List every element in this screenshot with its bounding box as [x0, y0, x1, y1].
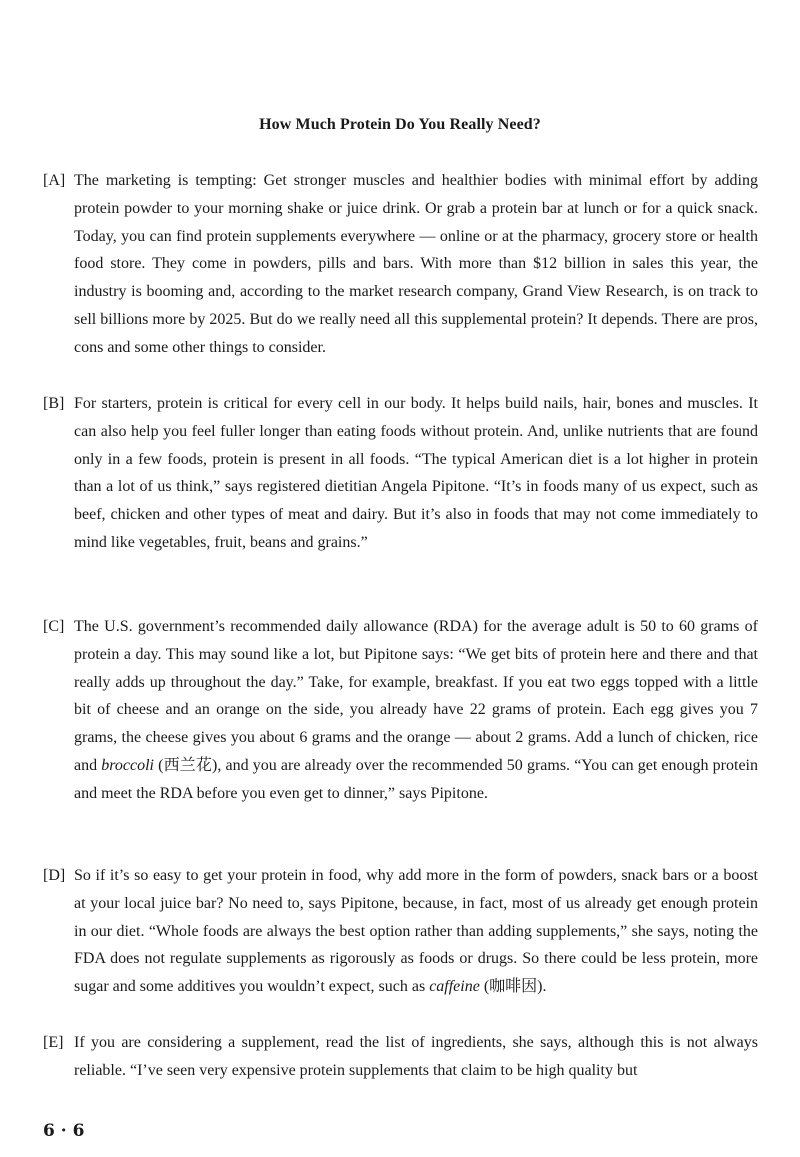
paragraph-text-continued: . [542, 978, 547, 996]
chinese-gloss: (西兰花) [153, 756, 218, 774]
paragraph-label: [B] [43, 395, 65, 412]
paragraph-text: If you are considering a supplement, read the list of ingredients, she says, although this is not always reliable. “I’ve seen very expensive protein supplements that claim to be high quality but [74, 1034, 758, 1079]
paragraph-text: The U.S. government’s recommended daily allowance (RDA) for the average adult is 50 to 60 grams of protein a day. This may sound like a lot, but Pipitone says: “We get bits of protein here and there and that really adds up throughout the day.” Take, for example, breakfast. If you eat two eggs topped with a little bit of cheese and an orange on the side, you already have 22 grams of protein. Each egg gives you 7 grams, the cheese gives you about 6 grams and the orange — about 2 grams. Add a lunch of chicken, rice and [74, 618, 758, 774]
paragraph-label: [E] [43, 1034, 64, 1051]
paragraph-text: For starters, protein is critical for every cell in our body. It helps build nails, hair, bones and muscles. It can also help you feel fuller longer than eating foods without protein. And, unlike nutrients that are found only in a few foods, protein is present in all foods. “The typical American diet is a lot higher in protein than a lot of us think,” says registered dietitian Angela Pipitone. “It’s in foods many of us expect, such as beef, chicken and other types of meat and dairy. But it’s also in foods that may not come immediately to mind like vegetables, fruit, beans and grains.” [74, 395, 758, 551]
paragraph-text: The marketing is tempting: Get stronger muscles and healthier bodies with minimal effort by adding protein powder to your morning shake or juice drink. Or grab a protein bar at lunch or for a quick snack. Today, you can find protein supplements everywhere — online or at the pharmacy, grocery store or health food store. They come in powders, pills and bars. With more than $12 billion in sales this year, the industry is booming and, according to the market research company, Grand View Research, is on track to sell billions more by 2025. But do we really need all this supplemental protein? It depends. There are pros, cons and some other things to consider. [74, 172, 758, 356]
paragraph-b [43, 390, 758, 557]
paragraph-c [43, 613, 758, 808]
paragraph-label: [D] [43, 867, 66, 884]
italic-term: broccoli [101, 756, 154, 774]
paragraph-text: So if it’s so easy to get your protein in food, why add more in the form of powders, snack bars or a boost at your local juice bar? No need to, says Pipitone, because, in fact, most of us already get enough protein in our diet. “Whole foods are always the best option rather than adding supplements,” she says, noting the FDA does not regulate supplements as rigorously as foods or drugs. So there could be less protein, more sugar and some additives you wouldn’t expect, such as [74, 867, 758, 996]
page-number: 6 · 6 [43, 1121, 85, 1141]
paragraph-label: [C] [43, 618, 65, 635]
paragraph-label: [A] [43, 172, 66, 189]
paragraph-a [43, 167, 758, 362]
paragraph-d [43, 862, 758, 1001]
italic-term: caffeine [429, 978, 480, 996]
chinese-gloss: (咖啡因) [479, 978, 543, 996]
paragraph-e [43, 1029, 758, 1084]
paragraph-text-continued: , and you are already over the recommended 50 grams. “You can get enough protein and meet the RDA before you even get to dinner,” says Pipitone. [74, 756, 758, 802]
article-title: How Much Protein Do You Really Need? [259, 116, 541, 133]
